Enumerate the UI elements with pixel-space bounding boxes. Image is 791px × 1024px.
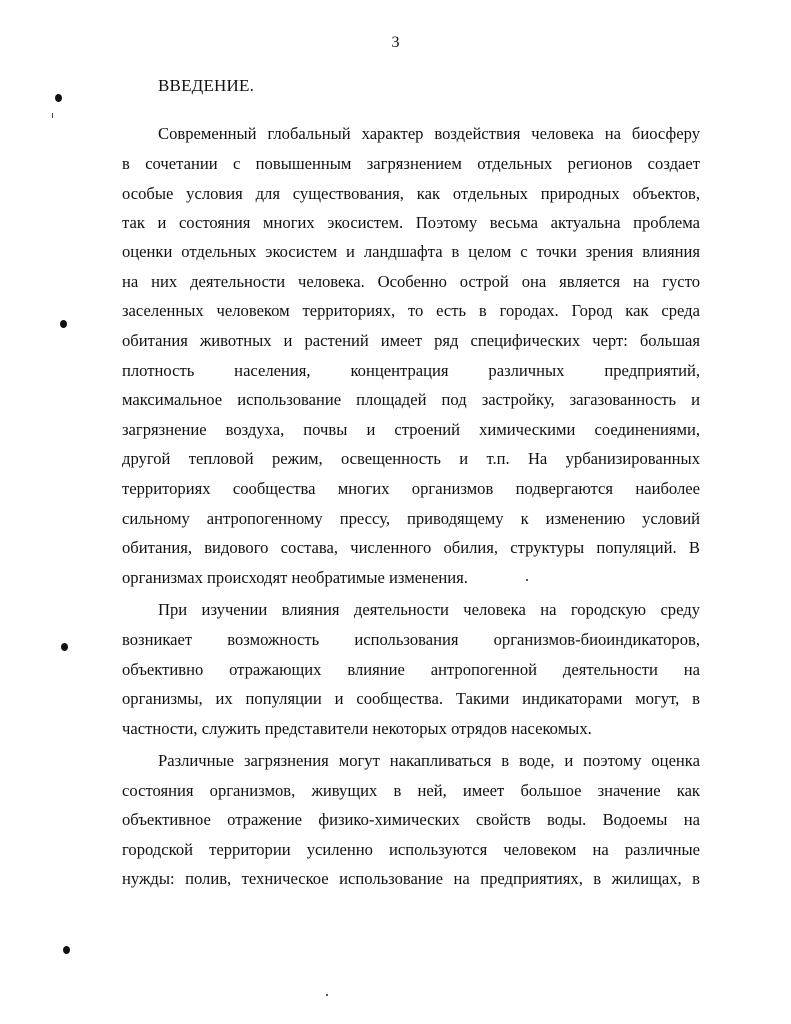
binder-hole-mark xyxy=(61,643,68,651)
text-line: загрязнение воздуха, почвы и строений химическими соединениями, xyxy=(122,420,700,439)
text-line: объективно отражающих влияние антропогенной деятельности на xyxy=(122,660,700,679)
scan-speck xyxy=(326,994,328,996)
scan-speck xyxy=(526,579,528,581)
section-heading: ВВЕДЕНИЕ. xyxy=(158,76,255,95)
binder-hole-mark xyxy=(55,94,62,102)
text-line: состояния организмов, живущих в ней, имеет большое значение как xyxy=(122,781,700,800)
text-line: так и состояния многих экосистем. Поэтому весьма актуальна проблема xyxy=(122,213,700,232)
text-line: Современный глобальный характер воздействия человека на биосферу xyxy=(158,124,700,143)
binder-hole-mark xyxy=(60,320,67,328)
page-number: 3 xyxy=(391,34,400,51)
text-line: городской территории усиленно используются человеком на различные xyxy=(122,840,700,859)
text-line: объективное отражение физико-химических свойств воды. Водоемы на xyxy=(122,810,700,829)
text-line: организмах происходят необратимые изменения. xyxy=(122,568,468,587)
text-line: территориях сообщества многих организмов подвергаются наиболее xyxy=(122,479,700,498)
text-line: обитания, видового состава, численного обилия, структуры популяций. В xyxy=(122,538,700,557)
text-line: При изучении влияния деятельности человека на городскую среду xyxy=(158,600,700,619)
text-line: особые условия для существования, как отдельных природных объектов, xyxy=(122,184,700,203)
text-line: Различные загрязнения могут накапливаться в воде, и поэтому оценка xyxy=(158,751,700,770)
scan-tick-mark xyxy=(52,113,53,118)
text-line: сильному антропогенному прессу, приводящему к изменению условий xyxy=(122,509,700,528)
text-line: возникает возможность использования организмов-биоиндикаторов, xyxy=(122,630,700,649)
text-line: заселенных человеком территориях, то есть в городах. Город как среда xyxy=(122,301,700,320)
text-line: на них деятельности человека. Особенно острой она является на густо xyxy=(122,272,700,291)
text-line: обитания животных и растений имеет ряд специфических черт: большая xyxy=(122,331,700,350)
text-line: максимальное использование площадей под застройку, загазованность и xyxy=(122,390,700,409)
text-line: в сочетании с повышенным загрязнением отдельных регионов создает xyxy=(122,154,700,173)
binder-hole-mark xyxy=(63,946,70,954)
text-line: другой тепловой режим, освещенность и т.п. На урбанизированных xyxy=(122,449,700,468)
text-line: плотность населения, концентрация различных предприятий, xyxy=(122,361,700,380)
text-line: оценки отдельных экосистем и ландшафта в целом с точки зрения влияния xyxy=(122,242,700,261)
text-line: нужды: полив, техническое использование на предприятиях, в жилищах, в xyxy=(122,869,700,888)
text-line: частности, служить представители некоторых отрядов насекомых. xyxy=(122,719,592,738)
text-line: организмы, их популяции и сообщества. Такими индикаторами могут, в xyxy=(122,689,700,708)
